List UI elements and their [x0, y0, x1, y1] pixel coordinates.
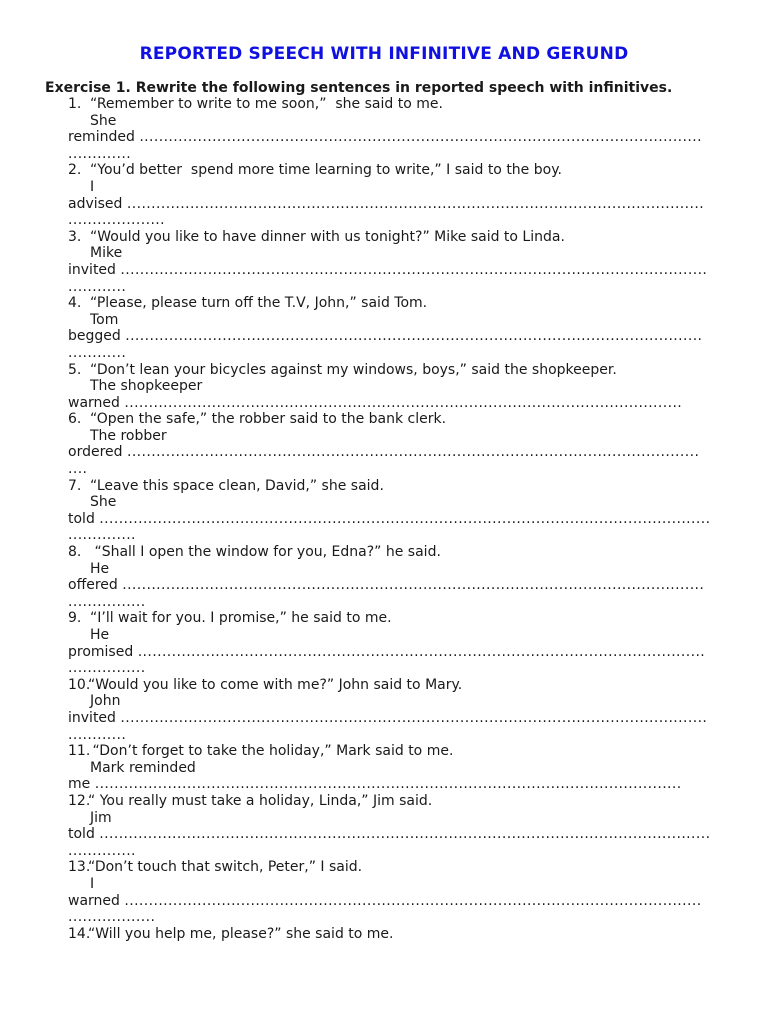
item-subject: He: [90, 560, 110, 577]
item-sentence-line: [68, 743, 720, 760]
answer-dots-continued[interactable]: ..............: [68, 842, 136, 859]
exercise-item: [68, 478, 720, 544]
exercise-item: [68, 162, 720, 228]
item-subject: The robber: [90, 427, 167, 444]
answer-dots[interactable]: ...................................................................................................................: [124, 394, 683, 411]
answer-line[interactable]: [68, 826, 720, 843]
answer-line[interactable]: [68, 129, 720, 146]
answer-line[interactable]: [68, 710, 720, 727]
item-verb: invited: [68, 261, 116, 278]
answer-dots-continued[interactable]: ....................: [68, 212, 166, 229]
item-sentence: “Don’t lean your bicycles against my windows, boys,” said the shopkeeper.: [90, 361, 617, 378]
item-subject: He: [90, 627, 110, 643]
item-verb: me: [68, 776, 91, 793]
item-sentence-line: [68, 478, 720, 495]
item-sentence: “You’d better spend more time learning to write,” I said to the boy.: [90, 162, 562, 179]
item-subject: Tom: [90, 311, 119, 328]
answer-dots[interactable]: .......................................................................................................................: [125, 328, 703, 345]
item-subject: She: [90, 112, 117, 129]
exercise-item: [68, 926, 720, 943]
item-sentence-line: [68, 362, 720, 379]
item-verb: told: [68, 826, 95, 843]
item-sentence: “Remember to write to me soon,” she said to me.: [90, 96, 443, 112]
item-sentence: “Leave this space clean, David,” she said.: [90, 477, 384, 494]
exercise-item: [68, 411, 720, 477]
item-number: 10.: [68, 676, 91, 693]
answer-dots[interactable]: .......................................................................................................................: [126, 195, 705, 212]
item-sentence-line: [68, 295, 720, 312]
item-sentence: “Would you like to have dinner with us tonight?” Mike said to Linda.: [90, 228, 565, 245]
answer-line[interactable]: [68, 577, 720, 594]
answer-dots[interactable]: ........................................................................................................................: [122, 577, 705, 594]
answer-dots[interactable]: .....................................................................................................................: [137, 643, 706, 660]
item-subject: The shopkeeper: [90, 378, 203, 395]
answer-dots-continued[interactable]: .............: [68, 145, 132, 162]
answer-line[interactable]: [68, 262, 720, 279]
answer-line[interactable]: [68, 395, 720, 412]
answer-line[interactable]: [68, 511, 720, 528]
item-sentence-line: [68, 677, 720, 694]
item-subject: Mark reminded: [90, 759, 196, 776]
item-verb: promised: [68, 643, 134, 660]
item-verb: ordered: [68, 444, 123, 461]
item-number: 8.: [68, 544, 82, 561]
exercise-item: [68, 229, 720, 295]
item-verb: offered: [68, 577, 118, 594]
item-verb: reminded: [68, 129, 135, 146]
item-subject: John: [90, 693, 121, 710]
item-number: 14.: [68, 925, 91, 942]
item-number: 3.: [68, 228, 82, 245]
item-sentence: “Shall I open the window for you, Edna?” he said.: [90, 544, 441, 561]
item-number: 5.: [68, 361, 82, 378]
answer-line[interactable]: [68, 196, 720, 213]
item-sentence-line: [68, 162, 720, 179]
item-number: 9.: [68, 610, 82, 627]
item-sentence-line: [68, 859, 720, 876]
item-sentence: “Would you like to come with me?” John said to Mary.: [88, 676, 463, 693]
answer-dots[interactable]: ....................................................................................................................: [139, 129, 702, 146]
exercise-item: [68, 362, 720, 412]
item-number: 4.: [68, 295, 82, 312]
item-sentence: “Open the safe,” the robber said to the bank clerk.: [90, 411, 447, 428]
answer-dots-continued[interactable]: ............: [68, 344, 127, 361]
item-sentence-line: [68, 411, 720, 428]
answer-line[interactable]: [68, 644, 720, 661]
item-subject: I: [90, 178, 95, 195]
exercise-item: [68, 544, 720, 610]
item-verb: told: [68, 510, 95, 527]
exercise-item: [68, 793, 720, 859]
item-number: 11.: [68, 743, 91, 760]
item-sentence-line: [68, 793, 720, 810]
answer-dots-continued[interactable]: ............: [68, 278, 127, 295]
exercise-heading: Exercise 1. Rewrite the following sentences in reported speech with infinitives.: [45, 80, 673, 96]
item-sentence: “Please, please turn off the T.V, John,” said Tom.: [90, 295, 428, 312]
exercise-item: [68, 295, 720, 361]
answer-dots[interactable]: ......................................................................................................................: [126, 444, 700, 461]
item-number: 12.: [68, 792, 91, 809]
item-number: 1.: [68, 96, 82, 112]
item-number: 2.: [68, 162, 82, 179]
answer-dots-continued[interactable]: ....: [68, 461, 88, 478]
answer-dots[interactable]: .......................................................................................................................: [124, 892, 702, 909]
item-verb: warned: [68, 892, 120, 909]
answer-dots-continued[interactable]: ............: [68, 726, 127, 743]
item-sentence: “Will you help me, please?” she said to me.: [88, 925, 394, 942]
worksheet-title: REPORTED SPEECH WITH INFINITIVE AND GERUND: [139, 44, 629, 64]
exercise-list: [68, 96, 720, 942]
item-verb: begged: [68, 328, 121, 345]
item-subject: Jim: [90, 809, 112, 826]
exercise-item: [68, 859, 720, 925]
item-subject: She: [90, 494, 117, 511]
item-number: 13.: [68, 859, 91, 876]
answer-line[interactable]: [68, 893, 720, 910]
exercise-item: [68, 743, 720, 793]
item-number: 7.: [68, 477, 82, 494]
exercise-item: [68, 96, 720, 162]
answer-dots[interactable]: .........................................................................................................................: [120, 709, 708, 726]
item-sentence-line: [68, 926, 720, 943]
answer-dots[interactable]: .........................................................................................................................: [94, 776, 682, 793]
item-sentence-line: [68, 229, 720, 246]
answer-dots-continued[interactable]: ................: [68, 593, 146, 610]
answer-dots[interactable]: ..............................................................................................................................: [99, 510, 711, 527]
item-sentence: “Don’t forget to take the holiday,” Mark said to me.: [88, 743, 454, 760]
answer-line[interactable]: [68, 328, 720, 345]
item-subject: I: [90, 875, 95, 892]
item-number: 6.: [68, 411, 82, 428]
item-sentence-line: [68, 96, 720, 113]
item-sentence-line: [68, 610, 720, 627]
item-verb: warned: [68, 394, 120, 411]
item-sentence-line: [68, 544, 720, 561]
item-sentence: “ You really must take a holiday, Linda,” Jim said.: [88, 792, 433, 809]
answer-dots-continued[interactable]: ..................: [68, 909, 156, 926]
item-subject: Mike: [90, 245, 123, 262]
answer-dots-continued[interactable]: ................: [68, 660, 146, 677]
item-verb: advised: [68, 195, 123, 212]
item-verb: invited: [68, 709, 116, 726]
exercise-item: [68, 677, 720, 743]
item-sentence: “Don’t touch that switch, Peter,” I said.: [88, 859, 363, 876]
answer-line[interactable]: [68, 444, 720, 461]
exercise-item: [68, 610, 720, 676]
answer-dots-continued[interactable]: ..............: [68, 527, 136, 544]
answer-dots[interactable]: .........................................................................................................................: [120, 261, 708, 278]
answer-dots[interactable]: ..............................................................................................................................: [99, 826, 711, 843]
item-sentence: “I’ll wait for you. I promise,” he said to me.: [90, 610, 392, 627]
answer-line[interactable]: [68, 776, 720, 793]
